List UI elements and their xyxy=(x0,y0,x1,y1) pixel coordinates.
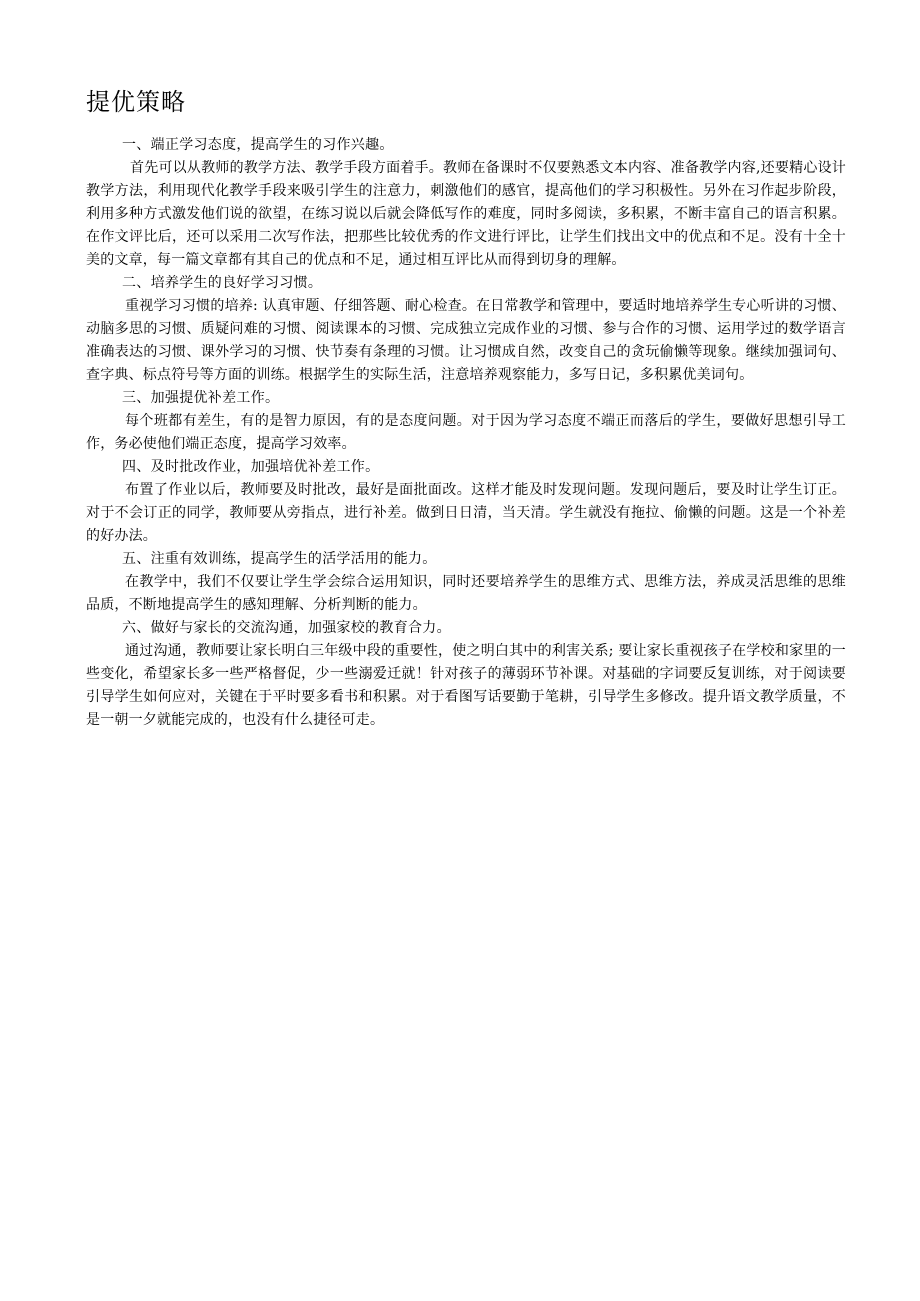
section-body-1: 首先可以从教师的教学方法、教学手段方面着手。教师在备课时不仅要熟悉文本内容、准备教学内容,还要精心设计教学方法，利用现代化教学手段来吸引学生的注意力，刺激他们的感官，提高他们的学习积极性。另外在习作起步阶段，利用多种方式激发他们说的欲望，在练习说以后就会降低写作的难度，同时多阅读，多积累，不断丰富自己的语言积累。在作文评比后，还可以采用二次写作法，把那些比较优秀的作文进行评比，让学生们找出文中的优点和不足。没有十全十美的文章，每一篇文章都有其自己的优点和不足，通过相互评比从而得到切身的理解。 xyxy=(86,160,846,268)
section-heading-1: 一、端正学习态度，提高学生的习作兴趣。 xyxy=(122,137,394,153)
section-heading-2: 二、培养学生的良好学习习惯。 xyxy=(122,275,323,291)
section-heading-6: 六、做好与家长的交流沟通，加强家校的教育合力。 xyxy=(122,620,451,636)
section-body-5: 在教学中，我们不仅要让学生学会综合运用知识，同时还要培养学生的思维方式、思维方法，养成灵活思维的思维品质，不断地提高学生的感知理解、分析判断的能力。 xyxy=(86,574,846,613)
section-body-4: 布置了作业以后，教师要及时批改，最好是面批面改。这样才能及时发现问题。发现问题后，要及时让学生订正。对于不会订正的同学，教师要从旁指点，进行补差。做到日日清，当天清。学生就没有拖拉、偷懒的问题。这是一个补差的好办法。 xyxy=(86,482,846,544)
document-title: 提优策略 xyxy=(86,88,186,116)
section-heading-4: 四、及时批改作业，加强培优补差工作。 xyxy=(122,459,380,475)
section-heading-5: 五、注重有效训练，提高学生的活学活用的能力。 xyxy=(122,551,437,567)
document-body xyxy=(86,134,846,732)
section-body-3: 每个班都有差生，有的是智力原因，有的是态度问题。对于因为学习态度不端正而落后的学生，要做好思想引导工作，务必使他们端正态度，提高学习效率。 xyxy=(86,413,846,452)
section-body-2: 重视学习习惯的培养: 认真审题、仔细答题、耐心检查。在日常教学和管理中，要适时地培养学生专心听讲的习惯、动脑多思的习惯、质疑问难的习惯、阅读课本的习惯、完成独立完成作业的习惯、参与合作的习惯、运用学过的数学语言准确表达的习惯、课外学习的习惯、快节奏有条理的习惯。让习惯成自然，改变自己的贪玩偷懒等现象。继续加强词句、查字典、标点符号等方面的训练。根据学生的实际生活，注意培养观察能力，多写日记，多积累优美词句。 xyxy=(86,298,846,383)
section-body-6: 通过沟通，教师要让家长明白三年级中段的重要性，使之明白其中的利害关系; 要让家长重视孩子在学校和家里的一些变化，希望家长多一些严格督促，少一些溺爱迁就！针对孩子的薄弱环节补课。对基础的字词要反复训练，对于阅读要引导学生如何应对，关键在于平时要多看书和积累。对于看图写话要勤于笔耕，引导学生多修改。提升语文教学质量，不是一朝一夕就能完成的，也没有什么捷径可走。 xyxy=(86,643,846,728)
section-heading-3: 三、加强提优补差工作。 xyxy=(122,390,280,406)
